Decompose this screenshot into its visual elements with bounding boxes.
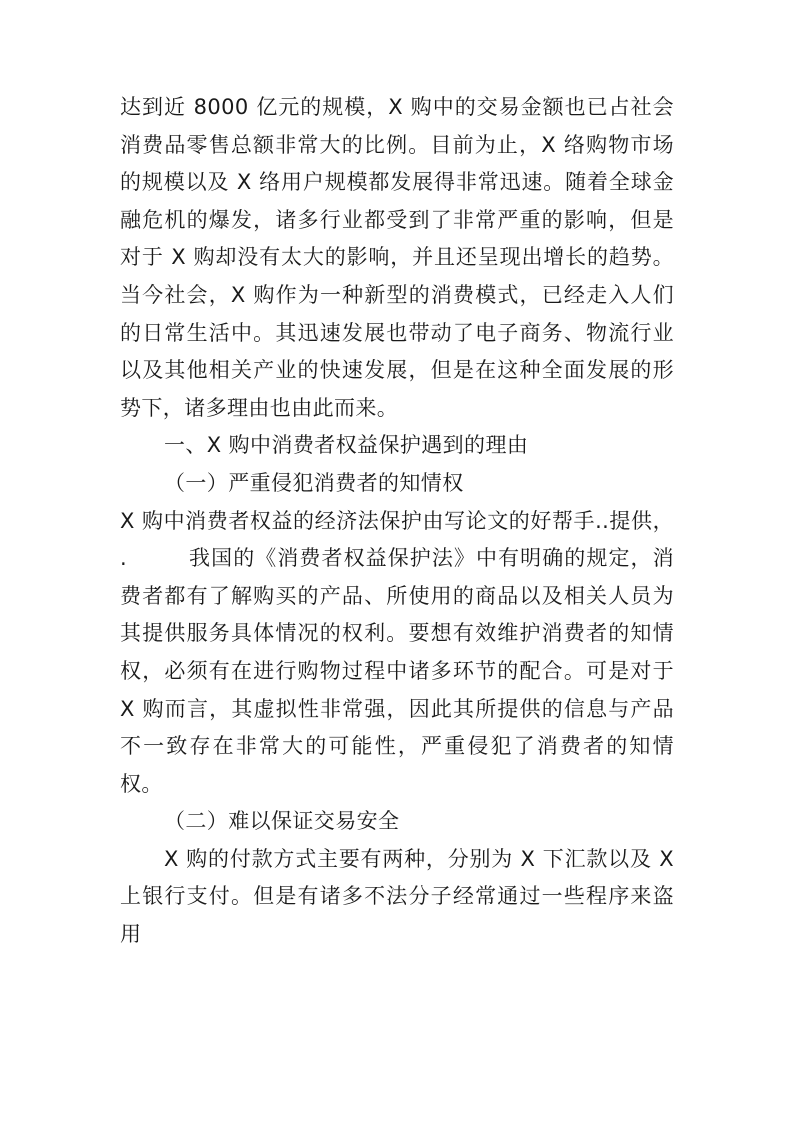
body-paragraph: X 购中消费者权益的经济法保护由写论文的好帮手..提供， . 我国的《消费者权益保护法》中有明确的规定，消费者都有了解购买的产品、所使用的商品以及相关人员为其提供服务具体情况的权利。要想有效维护消费者的知情权，必须有在进行购物过程中诸多环节的配合。可是对于 X 购而言，其虚拟性非常强，因此其所提供的信息与产品不一致存在非常大的可能性，严重侵犯了消费者的知情权。 [120,508,731,796]
section-heading: 一、X 购中消费者权益保护遇到的理由 [164,433,529,458]
body-paragraph: X 购的付款方式主要有两种，分别为 X 下汇款以及 X 上银行支付。但是有诸多不法分子经常通过一些程序来盗用 [120,846,674,947]
subsection-heading: （一）严重侵犯消费者的知情权 [164,470,464,495]
body-paragraph: 达到近 8000 亿元的规模，X 购中的交易金额也已占社会消费品零售总额非常大的比例。目前为止，X 络购物市场的规模以及 X 络用户规模都发展得非常迅速。随着全球金融危机的爆发，诸多行业都受到了非常严重的影响，但是对于 X 购却没有太大的影响，并且还呈现出增长的趋势。当今社会，X 购作为一种新型的消费模式，已经走入人们的日常生活中。其迅速发展也带动了电子商务、物流行业以及其他相关产业的快速发展，但是在这种全面发展的形势下，诸多理由也由此而来。 [120,95,674,420]
subsection-heading: （二）难以保证交易安全 [164,809,400,834]
document-body [120,89,731,954]
